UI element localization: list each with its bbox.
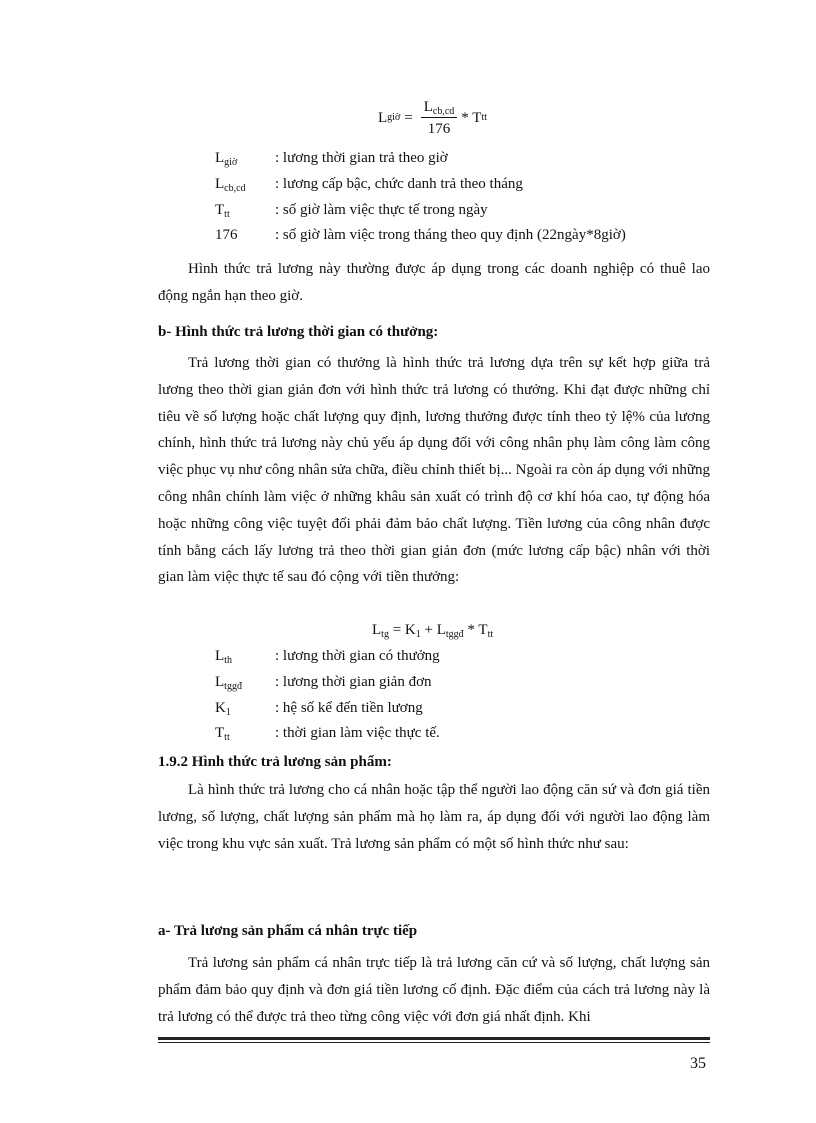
formula-symbol: + L — [420, 622, 446, 638]
numerator-subscript: cb,cd — [432, 105, 455, 117]
definition-symbol — [215, 148, 275, 168]
paragraph: Là hình thức trả lương cho cá nhân hoặc tập thể người lao động căn sứ và đơn giá tiền lương, số lượng, chất lượng sản phẩm mà họ làm ra, áp dụng đối với người lao động làm việc trong khu vực sản xuất. Trả lương sản phẩm có một số hình thức như sau: — [158, 782, 710, 852]
definition-text: : số giờ làm việc thực tế trong ngày — [275, 202, 488, 218]
symbol-text: L — [215, 648, 225, 664]
fraction-numerator — [421, 98, 458, 118]
symbol-text: T — [215, 725, 225, 741]
symbol-text: 176 — [215, 227, 238, 243]
symbol-subscript: tt — [224, 209, 230, 220]
section-heading: a- Trả lương sản phẩm cá nhân trực tiếp — [158, 923, 418, 939]
symbol-subscript: tggđ — [224, 681, 242, 692]
symbol-text: L — [215, 176, 225, 192]
definition-row — [215, 148, 448, 168]
formula-subscript: tggđ — [445, 629, 464, 640]
definition-symbol — [215, 174, 275, 194]
paragraph: Trả lương thời gian có thưởng là hình thức trả lương dựa trên sự kết hợp giữa trả lương theo thời gian giản đơn với hình thức trả lương có thưởng. Khi đạt được những chỉ tiêu về số lượng hoặc chất lượng quy định, lương thưởng được tính theo tỷ lệ% của lương chính, hình thức trả lương này chủ yếu áp dụng đối với công nhân phụ làm công làm công việc phục vụ như công nhân sửa chữa, điều chỉnh thiết bị... Ngoài ra còn áp dụng với những công nhân chính làm việc ở những khâu sản xuất có trình độ cơ khí hóa cao, tự động hóa hoặc những công việc tuyệt đối phải đảm bảo chất lượng. Tiền lương của công nhân được tính bằng cách lấy lương trả theo thời gian giản đơn (mức lương cấp bậc) nhân với thời gian làm việc thực tế sau đó cộng với tiền thưởng: — [158, 355, 710, 586]
symbol-subscript: giờ — [224, 157, 238, 168]
formula-fraction — [421, 98, 458, 139]
footer-rule — [158, 1037, 710, 1040]
symbol-text: K — [215, 700, 226, 716]
symbol-subscript: cb,cd — [224, 183, 246, 194]
numerator-symbol: L — [423, 98, 433, 115]
section-heading: b- Hình thức trả lương thời gian có thưởng: — [158, 324, 439, 340]
definition-row — [215, 672, 432, 692]
definition-text: : hệ số kể đến tiền lương — [275, 700, 423, 716]
formula-multiplier: * T — [461, 110, 482, 126]
formula-bonus-wage — [372, 620, 493, 640]
definition-symbol — [215, 723, 275, 743]
formula-symbol: L — [372, 622, 382, 638]
definition-text: : lương cấp bậc, chức danh trả theo tháng — [275, 176, 523, 192]
formula-equals: = — [404, 110, 413, 126]
formula-symbol: = K — [388, 622, 416, 638]
page-number: 35 — [690, 1055, 706, 1072]
fraction-denominator: 176 — [427, 120, 451, 137]
symbol-subscript: tt — [224, 732, 230, 743]
definition-row — [215, 174, 523, 194]
formula-subscript: 1 — [415, 629, 421, 640]
definition-text: : lương thời gian trả theo giờ — [275, 150, 448, 166]
symbol-subscript: 1 — [225, 707, 231, 718]
formula-hourly-wage: L giờ = $\frac{L_{cb,cd}}{176}$ * T tt — [378, 98, 487, 137]
formula-subscript: tt — [487, 629, 494, 640]
symbol-text: L — [215, 150, 225, 166]
definition-symbol — [215, 225, 275, 245]
definition-symbol — [215, 200, 275, 220]
definition-symbol — [215, 698, 275, 718]
symbol-text: T — [215, 202, 225, 218]
definition-text: : thời gian làm việc thực tế. — [275, 725, 440, 741]
symbol-subscript: th — [224, 655, 232, 666]
definition-symbol — [215, 672, 275, 692]
definition-symbol — [215, 646, 275, 666]
footer-rule-thin — [158, 1042, 710, 1043]
definition-row — [215, 646, 440, 666]
section-heading: 1.9.2 Hình thức trả lương sản phẩm: — [158, 754, 392, 770]
definition-row — [215, 225, 626, 245]
definition-text: : lương thời gian giản đơn — [275, 674, 432, 690]
formula-symbol: * T — [463, 622, 488, 638]
formula-subscript: tg — [381, 629, 389, 640]
definition-row — [215, 200, 488, 220]
paragraph: Trả lương sản phẩm cá nhân trực tiếp là trả lương căn cứ và số lượng, chất lượng sản phẩm đảm bảo quy định và đơn giá tiền lương cố định. Đặc điểm của cách trả lương này là trả lương có thể được trả theo từng công việc với đơn giá nhất định. Khi — [158, 955, 710, 1025]
definition-row — [215, 698, 423, 718]
paragraph: Hình thức trả lương này thường được áp dụng trong các doanh nghiệp có thuê lao động ngắn hạn theo giờ. — [158, 261, 710, 304]
definition-row — [215, 723, 440, 743]
formula-symbol: L — [378, 110, 388, 126]
definition-text: : lương thời gian có thưởng — [275, 648, 440, 664]
definition-text: : số giờ làm việc trong tháng theo quy định (22ngày*8giờ) — [275, 227, 626, 243]
symbol-text: L — [215, 674, 225, 690]
